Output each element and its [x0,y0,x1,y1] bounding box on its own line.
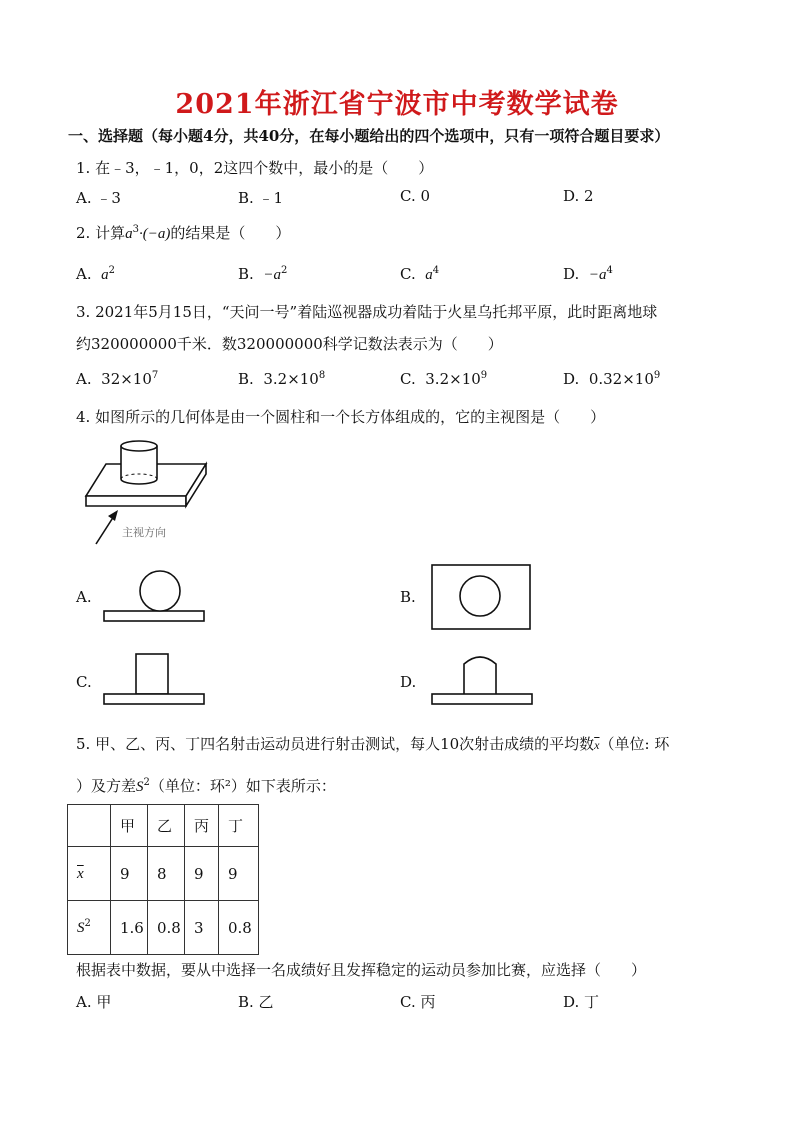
q1-option-c: C. 0 [400,187,431,205]
q4-option-c-figure [100,648,208,710]
q4-option-a-figure [100,565,208,625]
q4-option-d-figure [428,648,536,710]
q5-option-c: C. 丙 [400,993,436,1011]
q1-option-a: A. ﹣3 [76,189,121,207]
table-header-row [68,805,259,847]
view-direction-arrow [96,516,114,544]
table-cell: 9 [111,847,148,901]
q3-option-d: D. $0.32\times 10^9$ [563,370,661,388]
q2-prefix: 2. 计算 [76,224,126,242]
mean-symbol: $\overline{x}$ [594,738,600,752]
table-row-variance [68,901,259,955]
table-cell: 0.8 [219,901,259,955]
mean-row-label: $\overline{x}$ [68,847,111,901]
table-cell: 0.8 [148,901,185,955]
table-header-cell: 甲 [111,805,148,847]
table-cell: 9 [219,847,259,901]
variance-symbol: S [136,779,144,795]
q1-option-d: D. 2 [563,187,594,205]
q4-option-b-figure [430,563,534,633]
q2-option-b: B. $-a^2$ [238,265,288,283]
q2-suffix: 的结果是（ ） [170,224,291,242]
solid-figure [80,436,220,548]
table-cell: 3 [185,901,219,955]
q2-option-a: A. $a^2$ [76,265,116,283]
q1-option-b: B. ﹣1 [238,189,284,207]
q2-expr-base: a [125,226,133,242]
q4-option-b-label: B. [400,588,416,606]
table-cell: 9 [185,847,219,901]
q5-option-a: A. 甲 [76,993,112,1011]
q2-expr-rest: ·(−a) [138,226,171,242]
question-5-line1: 5. 甲、乙、丙、丁四名射击运动员进行射击测试，每人10次射击成绩的平均数$\overline{x}$（单位: 环 [76,735,670,753]
q2-option-c: C. $a^4$ [400,265,440,283]
table-cell: 1.6 [111,901,148,955]
q4-option-a-label: A. [76,588,92,606]
q5-option-d: D. 丁 [563,993,600,1011]
view-direction-label: 主视方向 [122,526,166,539]
score-table [67,804,259,955]
question-3-line1: 3. 2021年5月15日，“天问一号”着陆巡视器成功着陆于火星乌托邦平原，此时距离地球 [76,303,658,321]
question-5-line2: ）及方差$S^2$（单位：环²）如下表所示： [76,777,336,795]
q4-option-d-label: D. [400,673,417,691]
q5-option-b: B. 乙 [238,993,274,1011]
q3-option-b: B. $3.2\times 10^8$ [238,370,326,388]
question-4-stem: 4. 如图所示的几何体是由一个圆柱和一个长方体组成的，它的主视图是（ ） [76,408,606,426]
variance-row-label: $S^2$ [68,901,111,955]
cylinder-top [121,441,157,451]
page-title: 2021年浙江省宁波市中考数学试卷 [175,89,619,120]
q3-option-a: A. $32\times 10^7$ [76,370,159,388]
q2-expr-exp: 3 [132,224,139,235]
question-2-stem [76,222,290,243]
q3-option-c: C. $3.2\times 10^9$ [400,370,488,388]
table-header-cell: 丁 [219,805,259,847]
question-5-stem: 根据表中数据，要从中选择一名成绩好且发挥稳定的运动员参加比赛，应选择（ ） [76,961,647,979]
question-3-line2: 约320000000千米．数320000000科学记数法表示为（ ） [76,335,503,353]
table-row-mean [68,847,259,901]
question-1-stem: 1. 在﹣3，﹣1，0，2这四个数中，最小的是（ ） [76,159,434,177]
table-header-cell [68,805,111,847]
slab-front-face [86,496,186,506]
table-cell: 8 [148,847,185,901]
q2-option-d: D. $-a^4$ [563,265,613,283]
table-header-cell: 乙 [148,805,185,847]
section-heading: 一、选择题（每小题4分，共40分，在每小题给出的四个选项中，只有一项符合题目要求） [68,127,670,145]
q4-option-c-label: C. [76,673,92,691]
table-header-cell: 丙 [185,805,219,847]
